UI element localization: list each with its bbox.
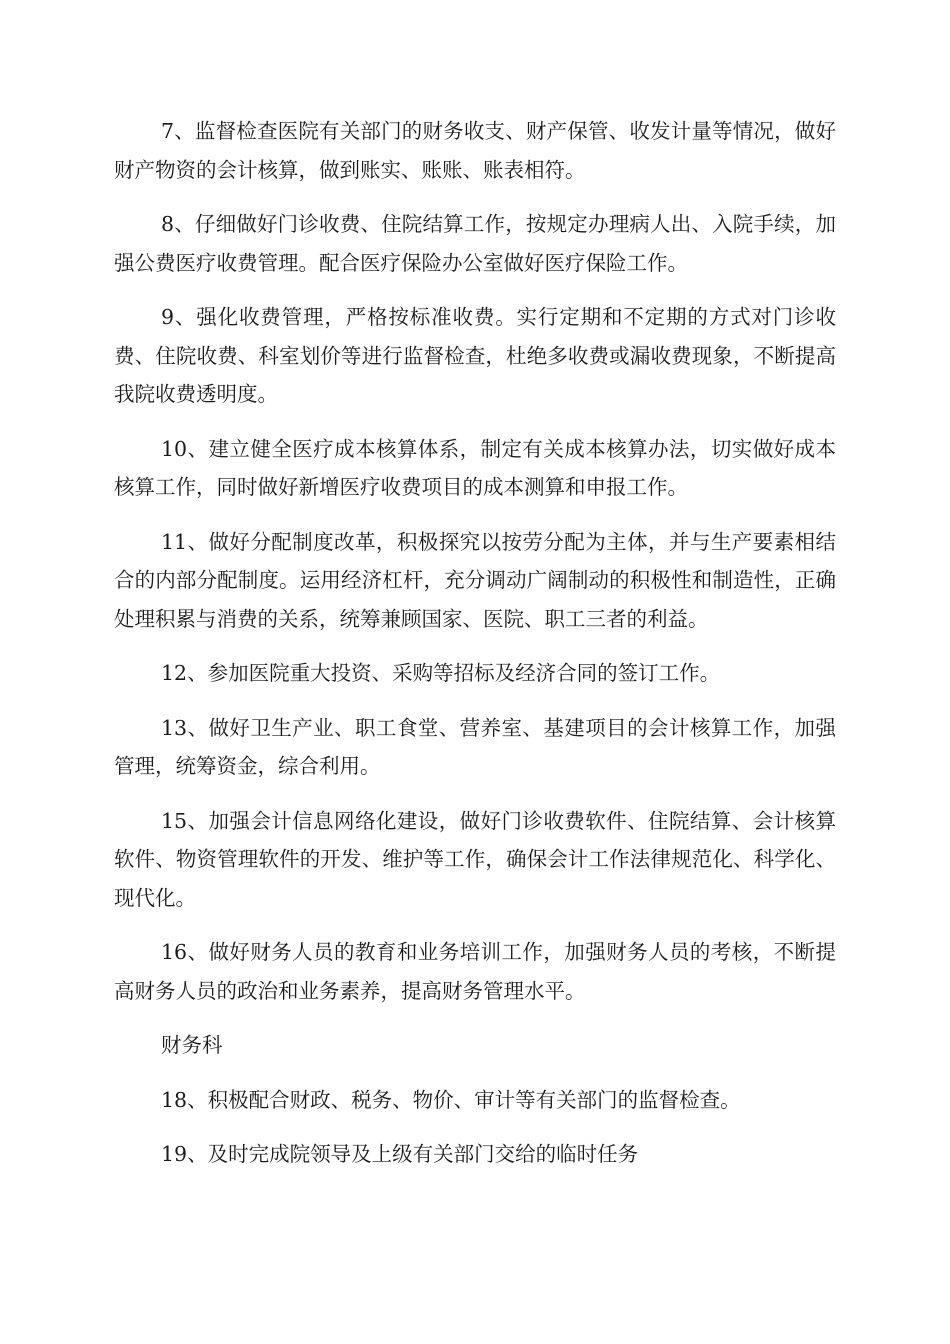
paragraph-item-8: 8、仔细做好门诊收费、住院结算工作，按规定办理病人出、入院手续，加强公费医疗收费管理。配合医疗保险办公室做好医疗保险工作。 <box>114 212 836 275</box>
paragraph-item-18: 18、积极配合财政、税务、物价、审计等有关部门的监督检查。 <box>161 1087 741 1112</box>
paragraph-item-13: 13、做好卫生产业、职工食堂、营养室、基建项目的会计核算工作，加强管理，统筹资金，综合利用。 <box>114 715 836 778</box>
paragraph-item-11: 11、做好分配制度改革，积极探究以按劳分配为主体，并与生产要素相结合的内部分配制度。运用经济杠杆，充分调动广阔制动的积极性和制造性，正确处理积累与消费的关系，统筹兼顾国家、医院、职工三者的利益。 <box>114 529 836 631</box>
paragraph-item-19: 19、及时完成院领导及上级有关部门交给的临时任务 <box>161 1142 639 1166</box>
department-label: 财务科 <box>161 1033 223 1057</box>
paragraph-item-10: 10、建立健全医疗成本核算体系，制定有关成本核算办法，切实做好成本核算工作，同时做好新增医疗收费项目的成本测算和申报工作。 <box>114 436 836 499</box>
paragraph-item-15: 15、加强会计信息网络化建设，做好门诊收费软件、住院结算、会计核算软件、物资管理软件的开发、维护等工作，确保会计工作法律规范化、科学化、现代化。 <box>114 808 836 910</box>
paragraph-item-12: 12、参加医院重大投资、采购等招标及经济合同的签订工作。 <box>161 661 721 685</box>
paragraph-item-16: 16、做好财务人员的教育和业务培训工作，加强财务人员的考核，不断提高财务人员的政治和业务素养，提高财务管理水平。 <box>114 940 836 1003</box>
paragraph-item-9: 9、强化收费管理，严格按标准收费。实行定期和不定期的方式对门诊收费、住院收费、科室划价等进行监督检查，杜绝多收费或漏收费现象，不断提高我院收费透明度。 <box>114 305 836 406</box>
paragraph-item-7: 7、监督检查医院有关部门的财务收支、财产保管、收发计量等情况，做好财产物资的会计核算，做到账实、账账、账表相符。 <box>114 119 836 182</box>
document-body <box>114 112 836 1190</box>
